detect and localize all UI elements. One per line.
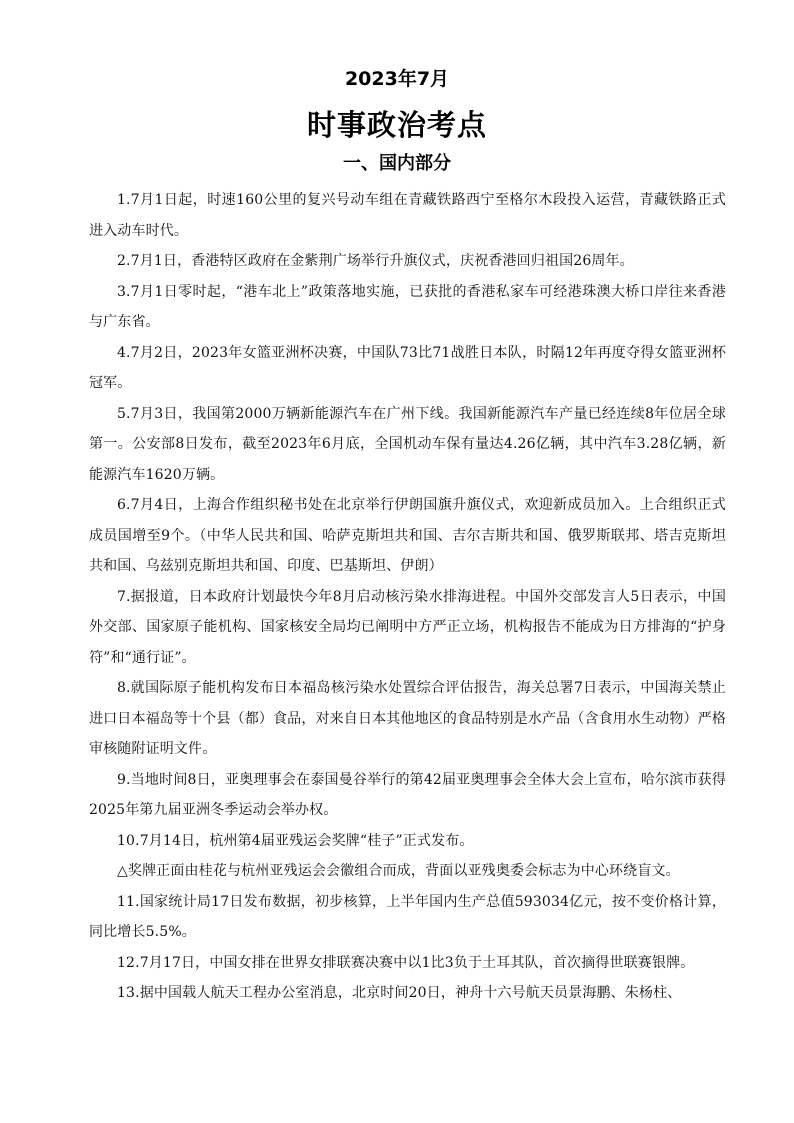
document-date: 2023年7月 — [344, 68, 450, 90]
paragraph-5: 5.7月3日，我国第2000万辆新能源汽车在广州下线。我国新能源汽车产量已经连续8年位居全球第一。公安部8日发布，截至2023年6月底，全国机动车保有量达4.26亿辆，其中汽车3.28亿辆，新能源汽车1620万辆。 — [89, 405, 726, 483]
paragraph-11: 11.国家统计局17日发布数据，初步核算，上半年国内生产总值593034亿元，按不变价格计算，同比增长5.5%。 — [89, 893, 726, 940]
paragraph-9: 9.当地时间8日，亚奥理事会在泰国曼谷举行的第42届亚奥理事会全体大会上宣布，哈尔滨市获得2025年第九届亚洲冬季运动会举办权。 — [89, 771, 726, 818]
document-title: 时事政治考点 — [306, 108, 487, 142]
paragraph-2: 2.7月1日，香港特区政府在金紫荆广场举行升旗仪式，庆祝香港回归祖国26周年。 — [117, 253, 634, 269]
paragraph-4: 4.7月2日，2023年女篮亚洲杯决赛，中国队73比71战胜日本队，时隔12年再度夺得女篮亚洲杯冠军。 — [89, 344, 726, 391]
section-heading: 一、国内部分 — [343, 153, 451, 174]
paragraph-13: 13.据中国载人航天工程办公室消息，北京时间20日，神舟十六号航天员景海鹏、朱杨柱、 — [117, 985, 682, 1001]
document-body — [89, 185, 726, 1009]
paragraph-6: 6.7月4日，上海合作组织秘书处在北京举行伊朗国旗升旗仪式，欢迎新成员加入。上合组织正式成员国增至9个。（中华人民共和国、哈萨克斯坦共和国、吉尔吉斯共和国、俄罗斯联邦、塔吉克斯坦共和国、乌兹别克斯坦共和国、印度、巴基斯坦、伊朗） — [89, 497, 726, 574]
paragraph-12: 12.7月17日，中国女排在世界女排联赛决赛中以1比3负于土耳其队，首次摘得世联赛银牌。 — [117, 954, 695, 971]
paragraph-10: 10.7月14日，杭州第4届亚残运会奖牌“桂子”正式发布。 — [117, 832, 474, 849]
paragraph-8: 8.就国际原子能机构发布日本福岛核污染水处置综合评估报告，海关总署7日表示，中国海关禁止进口日本福岛等十个县（都）食品，对来自日本其他地区的食品特别是水产品（含食用水生动物）严格审核随附证明文件。 — [89, 680, 726, 757]
paragraph-10-note: △奖牌正面由桂花与杭州亚残运会会徽组合而成，背面以亚残奥委会标志为中心环绕盲文。 — [117, 863, 680, 879]
paragraph-3: 3.7月1日零时起，“港车北上”政策落地实施，已获批的香港私家车可经港珠澳大桥口岸往来香港与广东省。 — [89, 283, 726, 330]
paragraph-7: 7.据报道，日本政府计划最快今年8月启动核污染水排海进程。中国外交部发言人5日表示，中国外交部、国家原子能机构、国家核安全局均已阐明中方严正立场，机构报告不能成为日方排海的“护身符”和“通行证”。 — [89, 588, 726, 666]
paragraph-1: 1.7月1日起，时速160公里的复兴号动车组在青藏铁路西宁至格尔木段投入运营，青藏铁路正式进入动车时代。 — [89, 192, 726, 239]
